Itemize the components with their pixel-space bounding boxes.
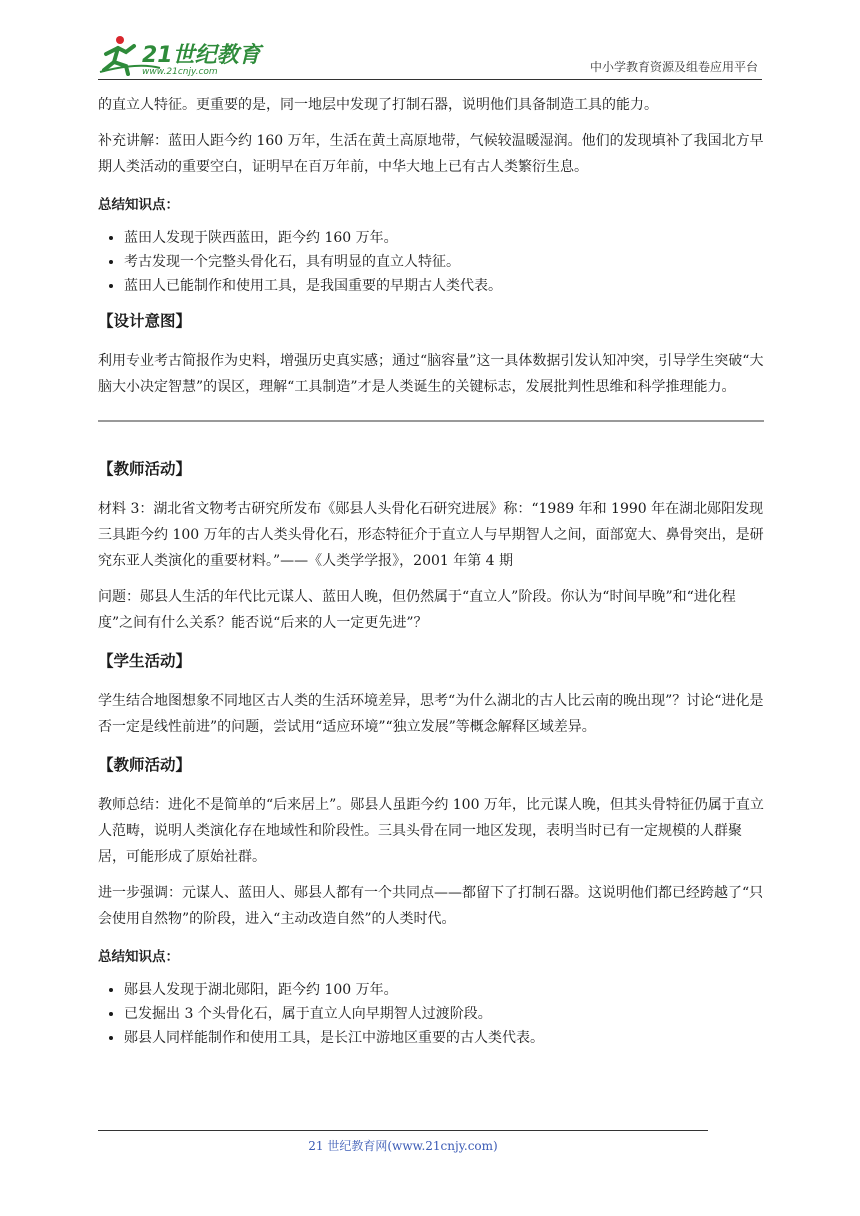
paragraph-supplement: 补充讲解：蓝田人距今约 160 万年，生活在黄土高原地带，气候较温暖湿润。他们的发现填补了我国北方早期人类活动的重要空白，证明早在百万年前，中华大地上已有古人类繁衍生息。 <box>98 133 764 175</box>
summary-list-2 <box>98 978 764 1050</box>
summary-list-1 <box>98 226 764 298</box>
list-item: • 蓝田人发现于陕西蓝田，距今约 160 万年。 <box>124 226 764 250</box>
design-intent-text: 利用专业考古简报作为史料，增强历史真实感；通过“脑容量”这一具体数据引发认知冲突，引导学生突破“大脑大小决定智慧”的误区，理解“工具制造”才是人类诞生的关键标志，发展批判性思维和科学推理能力。 <box>98 353 764 395</box>
footer-divider <box>98 1130 708 1131</box>
summary-label-1: 总结知识点： <box>98 197 179 213</box>
material-3-text: 材料 3：湖北省文物考古研究所发布《郧县人头骨化石研究进展》称：“1989 年和 1990 年在湖北郧阳发现三具距今约 100 万年的古人类头骨化石，形态特征介于直立人与早期智人之间，面部宽大、鼻骨突出，是研究东亚人类演化的重要材料。”——《人类学学报》，2001 年第 4 期 <box>98 501 764 569</box>
list-item: • 已发掘出 3 个头骨化石，属于直立人向早期智人过渡阶段。 <box>124 1002 764 1026</box>
teacher-activity-title-1: 【教师活动】 <box>98 460 192 478</box>
page-footer <box>98 1130 708 1154</box>
footer-link[interactable]: 21 世纪教育网(www.21cnjy.com) <box>308 1139 498 1153</box>
list-item: • 郧县人发现于湖北郧阳，距今约 100 万年。 <box>124 978 764 1002</box>
student-activity-title: 【学生活动】 <box>98 652 192 670</box>
student-activity-text: 学生结合地图想象不同地区古人类的生活环境差异，思考“为什么湖北的古人比云南的晚出现”？讨论“进化是否一定是线性前进”的问题，尝试用“适应环境”“独立发展”等概念解释区域差异。 <box>98 693 764 735</box>
emphasis-text: 进一步强调：元谋人、蓝田人、郧县人都有一个共同点——都留下了打制石器。这说明他们都已经跨越了“只会使用自然物”的阶段，进入“主动改造自然”的人类时代。 <box>98 885 764 927</box>
paragraph-continuation: 的直立人特征。更重要的是，同一地层中发现了打制石器，说明他们具备制造工具的能力。 <box>98 97 658 113</box>
list-item: • 郧县人同样能制作和使用工具，是长江中游地区重要的古人类代表。 <box>124 1026 764 1050</box>
list-item: • 蓝田人已能制作和使用工具，是我国重要的早期古人类代表。 <box>124 274 764 298</box>
header-platform-text: 中小学教育资源及组卷应用平台 <box>589 60 758 74</box>
summary-label-2: 总结知识点： <box>98 949 179 965</box>
list-item: • 考古发现一个完整头骨化石，具有明显的直立人特征。 <box>124 250 764 274</box>
teacher-summary-text: 教师总结：进化不是简单的“后来居上”。郧县人虽距今约 100 万年，比元谋人晚，但其头骨特征仍属于直立人范畴，说明人类演化存在地域性和阶段性。三具头骨在同一地区发现，表明当时已有一定规模的人群聚居，可能形成了原始社群。 <box>98 797 764 865</box>
design-intent-title: 【设计意图】 <box>98 312 192 330</box>
header-divider <box>98 79 762 80</box>
document-body <box>98 92 764 1050</box>
logo-text: 21世纪教育 <box>142 43 261 68</box>
teacher-activity-title-2: 【教师活动】 <box>98 756 192 774</box>
section-divider <box>98 420 764 422</box>
logo-url: www.21cnjy.com <box>142 67 218 76</box>
question-text: 问题：郧县人生活的年代比元谋人、蓝田人晚，但仍然属于“直立人”阶段。你认为“时间早晚”和“进化程度”之间有什么关系？能否说“后来的人一定更先进”？ <box>98 589 736 631</box>
page-header <box>98 28 762 80</box>
site-logo <box>98 32 278 76</box>
